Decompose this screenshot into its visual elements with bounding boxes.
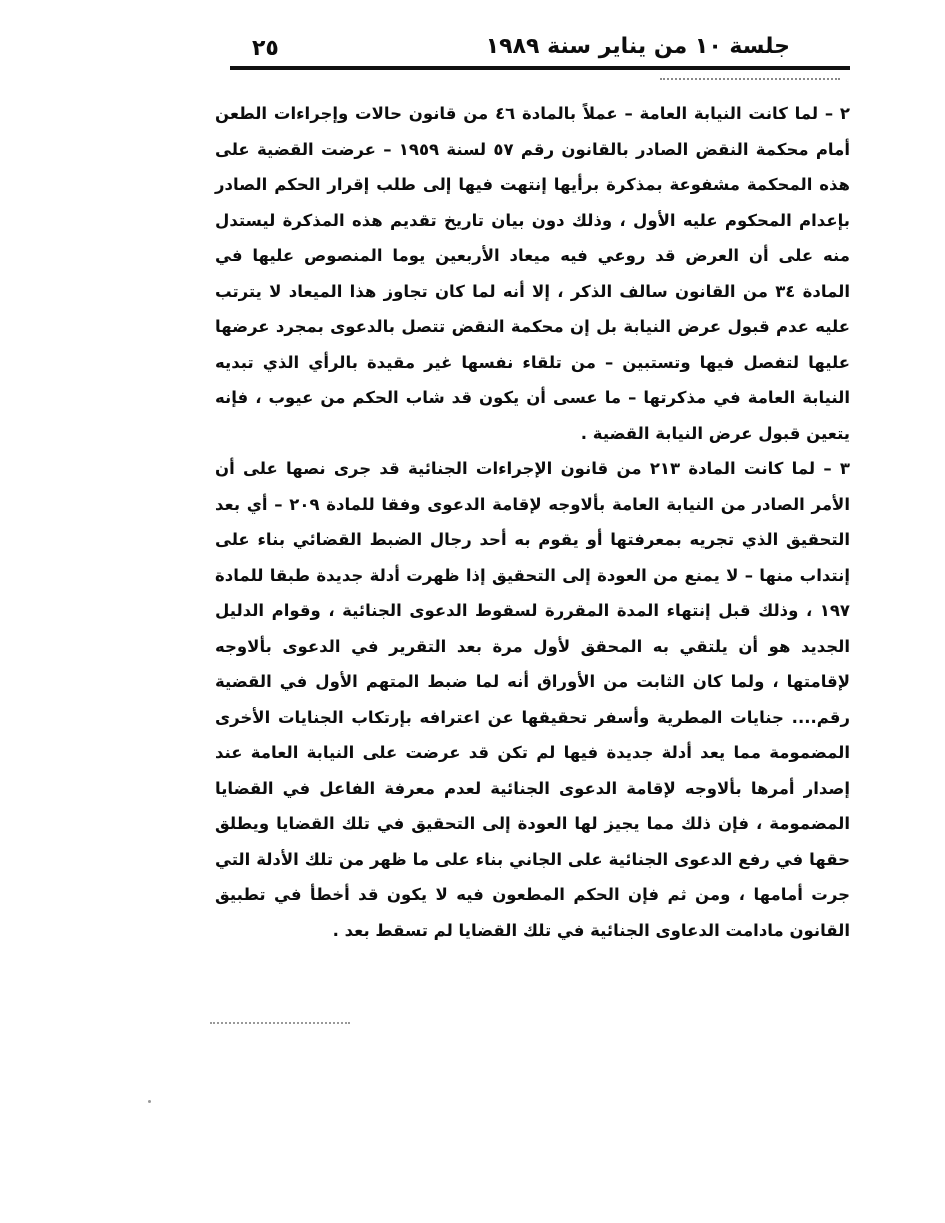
document-body <box>215 96 850 948</box>
scan-noise-mark <box>148 1100 151 1103</box>
header-divider-faint <box>660 78 840 80</box>
header-divider <box>230 66 850 70</box>
page-number: ٢٥ <box>252 36 279 61</box>
paragraph-2: ٢ – لما كانت النيابة العامة – عملاً بالمادة ٤٦ من قانون حالات وإجراءات الطعن أمام محكمة النقض الصادر بالقانون رقم ٥٧ لسنة ١٩٥٩ – عرضت القضية على هذه المحكمة مشفوعة بمذكرة برأيها إنتهت فيها إلى طلب إقرار الحكم الصادر بإعدام المحكوم عليه الأول ، وذلك دون بيان تاريخ تقديم هذه المذكرة ليستدل منه على أن العرض قد روعي فيه ميعاد الأربعين يوما المنصوص عليها في المادة ٣٤ من القانون سالف الذكر ، إلا أنه لما كان تجاوز هذا الميعاد لا يترتب عليه عدم قبول عرض النيابة بل إن محكمة النقض تتصل بالدعوى بمجرد عرضها عليها لتفصل فيها وتستبين – من تلقاء نفسها غير مقيدة بالرأي الذي تبديه النيابة العامة في مذكرتها – ما عسى أن يكون قد شاب الحكم من عيوب ، فإنه يتعين قبول عرض النيابة القضية . <box>215 104 850 443</box>
paragraph-3: ٣ – لما كانت المادة ٢١٣ من قانون الإجراءات الجنائية قد جرى نصها على أن الأمر الصادر من النيابة العامة بألاوجه لإقامة الدعوى وفقا للمادة ٢٠٩ – أي بعد التحقيق الذي تجريه بمعرفتها أو يقوم به أحد رجال الضبط القضائي بناء على إنتداب منها – لا يمنع من العودة إلى التحقيق إذا ظهرت أدلة جديدة طبقا للمادة ١٩٧ ، وذلك قبل إنتهاء المدة المقررة لسقوط الدعوى الجنائية ، وقوام الدليل الجديد هو أن يلتقي به المحقق لأول مرة بعد التقرير في الدعوى بألاوجه لإقامتها ، ولما كان الثابت من الأوراق أنه لما ضبط المتهم الأول في القضية رقم.... جنايات المطرية وأسفر تحقيقها عن اعترافه بإرتكاب الجنايات الأخرى المضمومة مما يعد أدلة جديدة فيها لم تكن قد عرضت على النيابة العامة عند إصدار أمرها بألاوجه لإقامة الدعوى الجنائية لعدم معرفة الفاعل في القضايا المضمومة ، فإن ذلك مما يجيز لها العودة إلى التحقيق في تلك القضايا ويطلق حقها في رفع الدعوى الجنائية على الجاني بناء على ما ظهر من تلك الأدلة التي جرت أمامها ، ومن ثم فإن الحكم المطعون فيه لا يكون قد أخطأ في تطبيق القانون مادامت الدعاوى الجنائية في تلك القضايا لم تسقط بعد . <box>215 459 850 940</box>
scan-noise-dots <box>210 1022 350 1024</box>
page-header <box>230 30 850 70</box>
session-date-title: جلسة ١٠ من يناير سنة ١٩٨٩ <box>485 34 790 59</box>
